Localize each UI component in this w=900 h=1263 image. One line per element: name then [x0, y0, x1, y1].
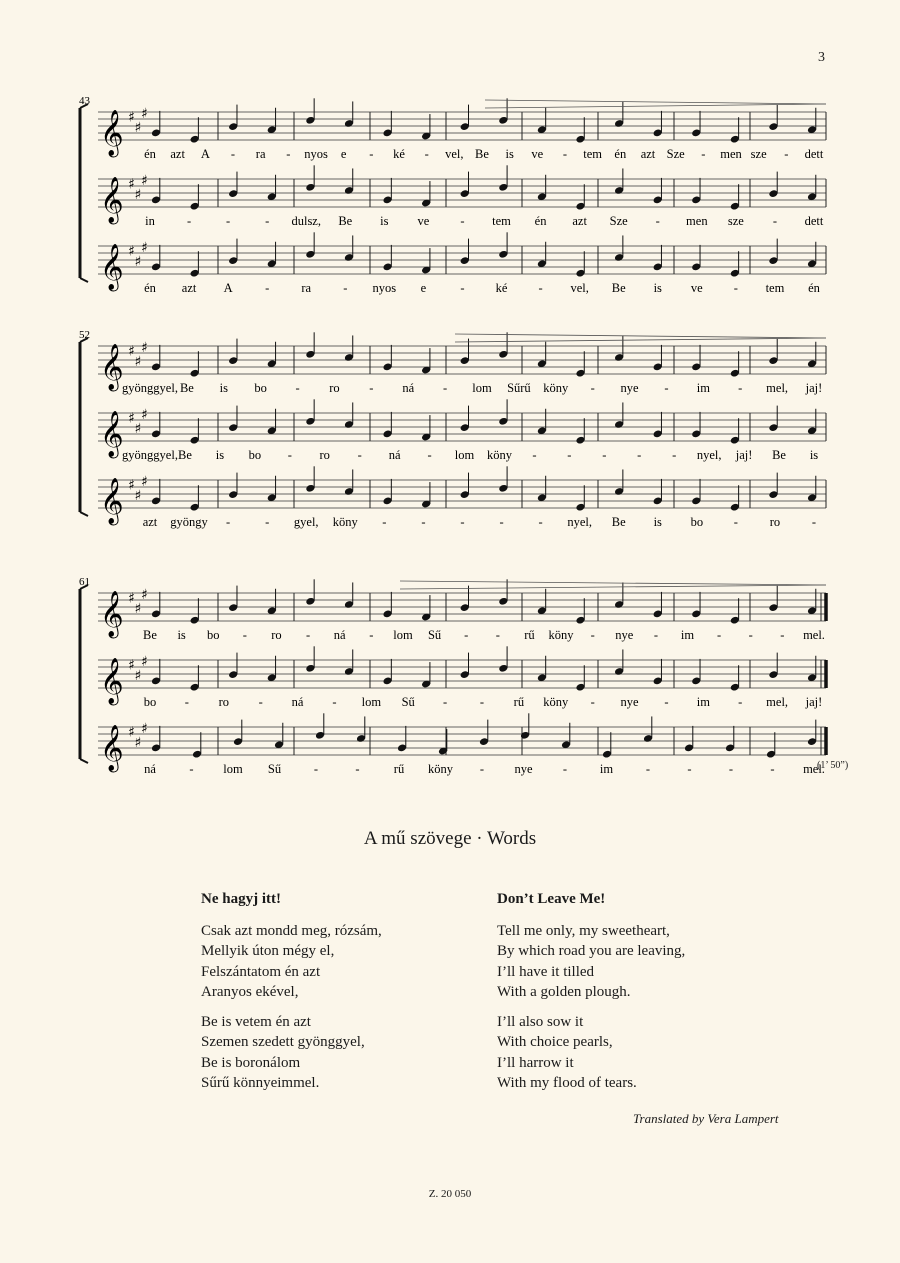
sharp-icon: ♯	[141, 407, 148, 423]
lyric-syllable: -	[637, 448, 642, 462]
lyric-syllable: köny	[332, 515, 358, 529]
lyric-syllable: -	[701, 147, 706, 161]
lyric-syllable: ro	[769, 515, 781, 529]
lyric-syllable: -	[427, 448, 432, 462]
lyric-syllable: vel,	[570, 281, 589, 295]
lyric-syllable: lom	[454, 448, 475, 462]
poem-line: Szemen szedett gyönggyel,	[201, 1034, 365, 1050]
lyric-syllable: -	[343, 281, 348, 295]
lyric-syllable: -	[733, 281, 738, 295]
lyric-syllable: Sű	[267, 762, 282, 776]
lyric-syllable: ná	[388, 448, 401, 462]
sharp-icon: ♯	[128, 477, 135, 494]
lyric-syllable: -	[562, 147, 568, 161]
lyric-syllable: -	[265, 515, 270, 529]
lyric-syllable: nyos	[304, 147, 328, 161]
lyric-syllable: -	[382, 515, 387, 529]
lyric-syllable: -	[258, 695, 263, 709]
lyric-syllable: -	[369, 147, 374, 161]
lyric-syllable: -	[460, 214, 465, 228]
lyric-syllable: Be	[611, 281, 626, 295]
hairpin-line	[485, 104, 826, 108]
lyric-syllable: -	[538, 515, 543, 529]
lyric-syllable: -	[189, 762, 194, 776]
lyric-syllable: -	[357, 448, 362, 462]
lyric-syllable: is	[219, 381, 228, 395]
sharp-icon: ♯	[134, 120, 142, 136]
lyric-syllable: nye	[615, 628, 634, 642]
sharp-icon: ♯	[128, 176, 135, 193]
sharp-icon: ♯	[128, 590, 135, 607]
sharp-icon: ♯	[128, 410, 135, 427]
lyric-syllable: -	[186, 214, 192, 228]
sharp-icon: ♯	[134, 735, 142, 751]
lyric-syllable: ro	[271, 628, 282, 642]
lyric-syllable: -	[265, 281, 270, 295]
bracket-hook	[80, 759, 88, 763]
lyric-syllable: Sze	[666, 147, 685, 161]
sharp-icon: ♯	[134, 601, 142, 617]
lyric-syllable: lom	[472, 381, 492, 395]
lyric-syllable: men	[720, 147, 742, 161]
lyric-syllable: tem	[583, 147, 603, 161]
poem-line: Aranyos ekével,	[201, 984, 299, 1000]
lyric-syllable: e	[340, 147, 347, 161]
lyric-syllable: -	[590, 381, 595, 395]
lyric-syllable: Sű	[427, 628, 442, 642]
lyric-syllable: nyos	[372, 281, 397, 295]
lyric-syllable: én	[144, 147, 156, 161]
lyric-syllable: nye	[620, 381, 639, 395]
poem-line: With a golden plough.	[497, 984, 631, 1000]
lyric-syllable: Be	[143, 628, 157, 642]
lyric-syllable: nye	[514, 762, 533, 776]
lyric-syllable: -	[538, 281, 543, 295]
lyric-syllable: is	[653, 515, 662, 529]
lyric-syllable: is	[809, 448, 819, 462]
lyric-syllable: bo	[248, 448, 262, 462]
lyric-syllable: ve	[690, 281, 703, 295]
lyric-syllable: -	[499, 515, 504, 529]
lyric-syllable: Be	[178, 448, 192, 462]
lyric-syllable: nyel,	[567, 515, 592, 529]
lyric-syllable: dett	[804, 214, 824, 228]
lyric-syllable: ra	[255, 147, 266, 161]
lyric-syllable: -	[424, 147, 429, 161]
poem-line: With my flood of tears.	[497, 1075, 637, 1091]
lyric-syllable: dett	[804, 147, 824, 161]
lyric-syllable: -	[728, 762, 734, 776]
lyric-syllable: Be	[611, 515, 626, 529]
treble-clef-icon: 𝄞	[100, 177, 124, 223]
english-poem	[497, 889, 685, 1103]
lyric-syllable: jaj!	[805, 695, 823, 709]
sharp-icon: ♯	[141, 474, 148, 490]
lyric-syllable: -	[590, 628, 595, 642]
lyric-syllable: bo	[690, 515, 704, 529]
lyric-syllable: gyönggyel,	[122, 381, 178, 395]
sharp-icon: ♯	[134, 254, 142, 270]
poem-line: Sűrű könnyeimmel.	[201, 1075, 320, 1091]
lyric-syllable: sze	[750, 147, 767, 161]
lyric-syllable: köny	[428, 762, 453, 776]
sharp-icon: ♯	[128, 657, 135, 674]
lyric-syllable: én	[808, 281, 820, 295]
lyric-syllable: mel,	[766, 695, 789, 709]
lyric-syllable: -	[532, 448, 537, 462]
poem-line: I’ll have it tilled	[497, 963, 595, 980]
lyric-syllable: Be	[772, 448, 786, 462]
lyric-syllable: bo	[206, 628, 220, 642]
lyric-syllable: bo	[143, 695, 157, 709]
lyric-syllable: -	[464, 628, 469, 642]
lyric-syllable: nye	[620, 695, 639, 709]
poem-line: I’ll also sow it	[497, 1013, 584, 1030]
english-stanza-2	[497, 1012, 685, 1094]
hungarian-poem	[201, 889, 382, 1103]
lyric-syllable: ná	[402, 381, 415, 395]
hairpin-line	[455, 338, 826, 342]
poem-line: Be is boronálom	[201, 1054, 301, 1071]
lyric-syllable: Be	[179, 381, 194, 395]
sharp-icon: ♯	[128, 724, 135, 741]
lyric-syllable: -	[733, 515, 738, 529]
treble-clef-icon: 𝄞	[100, 658, 124, 704]
lyric-syllable: rű	[524, 628, 535, 642]
lyric-syllable: -	[567, 448, 572, 462]
treble-clef-icon: 𝄞	[100, 344, 124, 390]
lyric-syllable: is	[505, 147, 514, 161]
treble-clef-icon: 𝄞	[100, 478, 124, 524]
sharp-icon: ♯	[134, 488, 142, 504]
hungarian-stanza-1	[201, 921, 382, 1003]
poem-line: Tell me only, my sweetheart,	[497, 922, 670, 939]
lyric-syllable: -	[784, 147, 789, 161]
sharp-icon: ♯	[141, 106, 148, 122]
lyric-syllable: -	[295, 381, 300, 395]
lyric-syllable: rű	[513, 695, 525, 709]
sharp-icon: ♯	[141, 721, 148, 737]
lyric-syllable: ná	[333, 628, 346, 642]
poem-line: I’ll harrow it	[497, 1054, 574, 1071]
lyric-syllable: -	[717, 628, 722, 642]
lyric-syllable: -	[602, 448, 607, 462]
lyric-syllable: -	[738, 381, 743, 395]
lyric-syllable: -	[242, 628, 247, 642]
lyric-syllable: -	[479, 695, 485, 709]
lyric-syllable: azt	[181, 281, 197, 295]
lyric-syllable: -	[811, 515, 817, 529]
sharp-icon: ♯	[128, 243, 135, 260]
lyric-syllable: A	[223, 281, 233, 295]
sharp-icon: ♯	[128, 343, 135, 360]
english-poem-title: Don’t Leave Me!	[497, 891, 606, 907]
lyric-syllable: mel.	[803, 762, 825, 776]
lyric-syllable: -	[184, 695, 189, 709]
lyric-syllable: ná	[291, 695, 304, 709]
lyric-syllable: rű	[393, 762, 405, 776]
poem-line: Csak azt mondd meg, rózsám,	[201, 922, 382, 939]
lyric-syllable: köny	[543, 695, 569, 709]
catalog-number: Z. 20 050	[428, 1188, 472, 1200]
sharp-icon: ♯	[141, 173, 148, 189]
lyric-syllable: -	[495, 628, 500, 642]
lyric-syllable: -	[770, 762, 775, 776]
lyric-syllable: köny	[548, 628, 574, 642]
lyric-syllable: -	[286, 147, 291, 161]
lyric-syllable: -	[460, 281, 465, 295]
lyric-syllable: ve	[531, 147, 544, 161]
lyric-syllable: köny	[543, 381, 569, 395]
page-number: 3	[818, 50, 825, 65]
sharp-icon: ♯	[141, 587, 148, 603]
lyric-syllable: azt	[142, 515, 158, 529]
lyric-syllable: im	[680, 628, 695, 642]
hairpin-line	[400, 585, 826, 589]
lyric-syllable: -	[287, 448, 292, 462]
sharp-icon: ♯	[134, 421, 142, 437]
treble-clef-icon: 𝄞	[100, 110, 124, 156]
lyric-syllable: is	[653, 281, 662, 295]
lyric-syllable: -	[780, 628, 785, 642]
lyric-syllable: ké	[495, 281, 508, 295]
lyric-syllable: lom	[393, 628, 413, 642]
lyric-syllable: is	[380, 214, 389, 228]
lyric-syllable: én	[534, 214, 547, 228]
lyric-syllable: tem	[492, 214, 511, 228]
poem-line: With choice pearls,	[497, 1034, 613, 1050]
lyric-syllable: Sű	[401, 695, 415, 709]
lyric-syllable: jaj!	[735, 448, 753, 462]
lyric-syllable: -	[738, 695, 743, 709]
lyric-syllable: -	[748, 628, 753, 642]
lyric-syllable: ná	[144, 762, 156, 776]
lyric-syllable: tem	[765, 281, 785, 295]
lyric-syllable: -	[590, 695, 595, 709]
measure-number: 52	[79, 329, 90, 341]
lyric-syllable: vel,	[445, 147, 464, 161]
lyric-syllable: -	[226, 515, 231, 529]
lyric-syllable: -	[772, 214, 778, 228]
sharp-icon: ♯	[141, 240, 148, 256]
hungarian-stanza-2	[201, 1012, 382, 1094]
lyric-syllable: men	[686, 214, 708, 228]
bracket-hook	[80, 278, 88, 282]
lyric-syllable: -	[230, 147, 236, 161]
lyric-syllable: -	[653, 628, 658, 642]
lyric-syllable: Be	[475, 147, 489, 161]
hairpin-line	[485, 100, 826, 104]
lyric-syllable: bo	[254, 381, 267, 395]
bracket-hook	[80, 512, 88, 516]
lyric-syllable: ra	[301, 281, 312, 295]
lyric-syllable: -	[443, 695, 448, 709]
lyric-syllable: Sze	[609, 214, 628, 228]
poem-line: Mellyik úton mégy el,	[201, 943, 335, 959]
sharp-icon: ♯	[134, 187, 142, 203]
sharp-icon: ♯	[141, 340, 148, 356]
lyric-syllable: is	[215, 448, 225, 462]
lyric-syllable: im	[696, 381, 710, 395]
lyric-syllable: lom	[223, 762, 243, 776]
sharp-icon: ♯	[128, 109, 135, 126]
translator-credit: Translated by Vera Lampert	[633, 1111, 779, 1126]
lyric-syllable: im	[599, 762, 614, 776]
lyric-syllable: in	[145, 214, 155, 228]
lyric-syllable: ve	[417, 214, 430, 228]
sharp-icon: ♯	[141, 654, 148, 670]
lyric-syllable: -	[460, 515, 465, 529]
lyric-syllable: -	[369, 628, 374, 642]
lyric-syllable: dulsz,	[291, 214, 321, 228]
poem-line: Be is vetem én azt	[201, 1013, 311, 1030]
lyric-syllable: -	[687, 762, 692, 776]
sharp-icon: ♯	[134, 354, 142, 370]
hungarian-poem-title: Ne hagyj itt!	[201, 891, 281, 907]
measure-number: 61	[79, 576, 90, 588]
lyric-syllable: -	[664, 381, 669, 395]
lyric-syllable: Sűrű	[507, 381, 531, 395]
hairpin-line	[455, 334, 826, 338]
lyric-syllable: gyel,	[293, 515, 319, 529]
lyric-syllable: jaj!	[805, 381, 823, 395]
lyric-syllable: ké	[393, 147, 405, 161]
lyric-syllable: -	[562, 762, 568, 776]
treble-clef-icon: 𝄞	[100, 725, 124, 771]
hairpin-line	[400, 581, 826, 585]
lyric-syllable: én	[614, 147, 627, 161]
lyric-syllable: -	[332, 695, 337, 709]
lyric-syllable: -	[369, 381, 374, 395]
poem-line: Felszántatom én azt	[201, 963, 321, 980]
lyric-syllable: gyöngy	[170, 515, 208, 529]
lyric-syllable: -	[306, 628, 311, 642]
lyric-syllable: -	[655, 214, 660, 228]
lyric-syllable: nyel,	[696, 448, 722, 462]
measure-number: 43	[79, 95, 90, 107]
treble-clef-icon: 𝄞	[100, 411, 124, 457]
lyric-syllable: azt	[572, 214, 587, 228]
lyric-syllable: -	[355, 762, 360, 776]
words-section-title: A mű szövege · Words	[363, 828, 537, 849]
lyric-syllable: ro	[329, 381, 340, 395]
lyric-syllable: Be	[338, 214, 353, 228]
lyric-syllable: -	[313, 762, 319, 776]
poem-line: By which road you are leaving,	[497, 943, 686, 959]
lyric-syllable: én	[144, 281, 156, 295]
treble-clef-icon: 𝄞	[100, 244, 124, 290]
lyric-syllable: -	[226, 214, 231, 228]
duration-marking: (1’ 50”)	[817, 760, 849, 771]
lyric-syllable: is	[177, 628, 186, 642]
lyric-syllable: im	[696, 695, 710, 709]
lyric-syllable: -	[645, 762, 651, 776]
lyric-syllable: -	[421, 515, 426, 529]
lyric-syllable: azt	[170, 147, 185, 161]
english-stanza-1	[497, 921, 685, 1003]
lyric-syllable: -	[664, 695, 669, 709]
lyric-syllable: lom	[361, 695, 382, 709]
lyric-syllable: -	[265, 214, 270, 228]
lyric-syllable: sze	[727, 214, 744, 228]
sharp-icon: ♯	[134, 668, 142, 684]
lyric-syllable: -	[672, 448, 677, 462]
lyric-syllable: -	[479, 762, 485, 776]
treble-clef-icon: 𝄞	[100, 591, 124, 637]
lyric-syllable: A	[200, 147, 210, 161]
lyric-syllable: ro	[319, 448, 330, 462]
lyric-syllable: mel,	[766, 381, 789, 395]
lyric-syllable: mel.	[803, 628, 825, 642]
lyric-syllable: köny	[486, 448, 512, 462]
lyric-syllable: e	[420, 281, 427, 295]
lyric-syllable: gyönggyel,	[122, 448, 178, 462]
lyric-syllable: ro	[218, 695, 229, 709]
lyric-syllable: -	[443, 381, 448, 395]
lyric-syllable: azt	[640, 147, 656, 161]
